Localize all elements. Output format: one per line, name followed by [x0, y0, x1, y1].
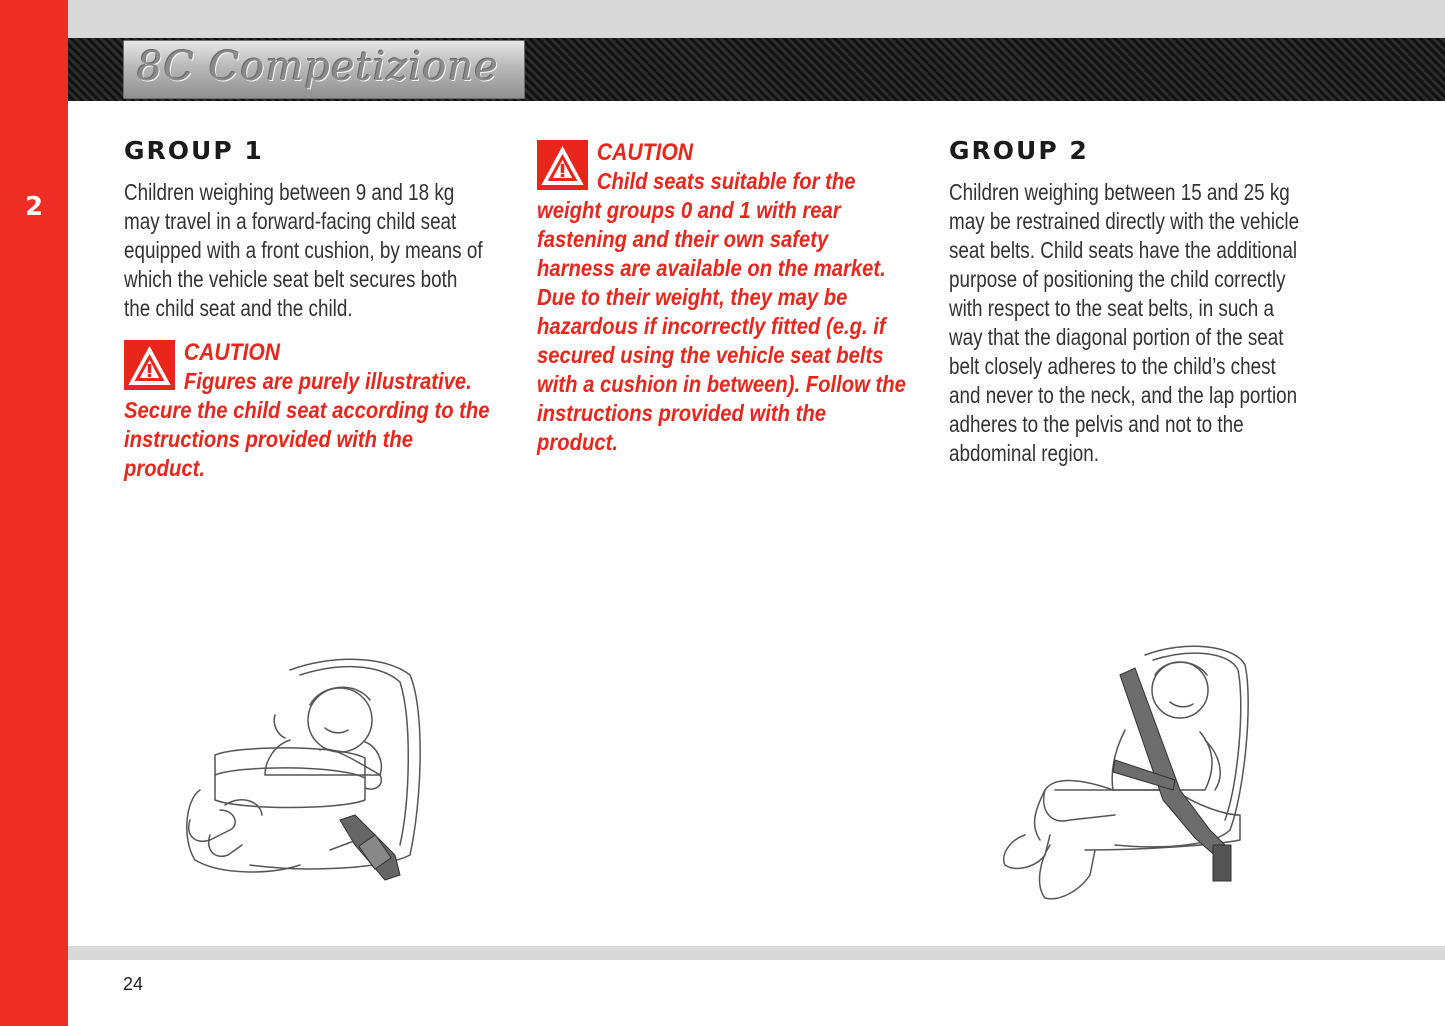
logo-text: 8C Competizione: [137, 44, 499, 90]
chapter-sidebar: [0, 0, 68, 1026]
group1-caution: [124, 338, 494, 483]
top-margin-bar: [68, 0, 1445, 38]
caution-title: CAUTION: [183, 339, 281, 366]
header-banner: [68, 38, 1445, 101]
brand-logo: [123, 40, 525, 99]
caution-title: CAUTION: [596, 139, 694, 166]
group2-body: Children weighing between 15 and 25 kg may be restrained directly with the vehicle seat belts. Child seats have the additional purpose of positioning the child correctly with respect to the seat belts, in such a way that the diagonal portion of the seat belt closely adheres to the child’s chest and never to the neck, and the lap portion adheres to the pelvis and not to the abdominal region.: [949, 179, 1300, 466]
footer-bar: [68, 946, 1445, 960]
middle-caution: [537, 138, 911, 457]
child-booster-seat-illustration: [995, 640, 1255, 910]
warning-triangle-icon: [124, 340, 175, 390]
chapter-number: 2: [24, 192, 44, 222]
group1-body: Children weighing between 9 and 18 kg may travel in a forward-facing child seat equipped with a front cushion, by means of which the vehicle seat belt secures both the child seat and the child.: [124, 179, 483, 321]
child-seat-with-cushion-illustration: [180, 650, 430, 890]
caution-text: Child seats suitable for the weight groups 0 and 1 with rear fastening and their own safety harness are available on the market. Due to their weight, they may be hazardous if incorrectly fitted (e.g. if secured using the vehicle seat belts with a cushion in between). Follow the instructions provided with the product.: [537, 168, 906, 455]
warning-triangle-icon: [537, 140, 588, 190]
caution-text: Figures are purely illustrative. Secure the child seat according to the instructions provided with the product.: [124, 368, 490, 481]
group2-heading: GROUP 2: [949, 136, 1089, 165]
page-number: 24: [123, 974, 144, 994]
group1-heading: GROUP 1: [124, 136, 264, 165]
